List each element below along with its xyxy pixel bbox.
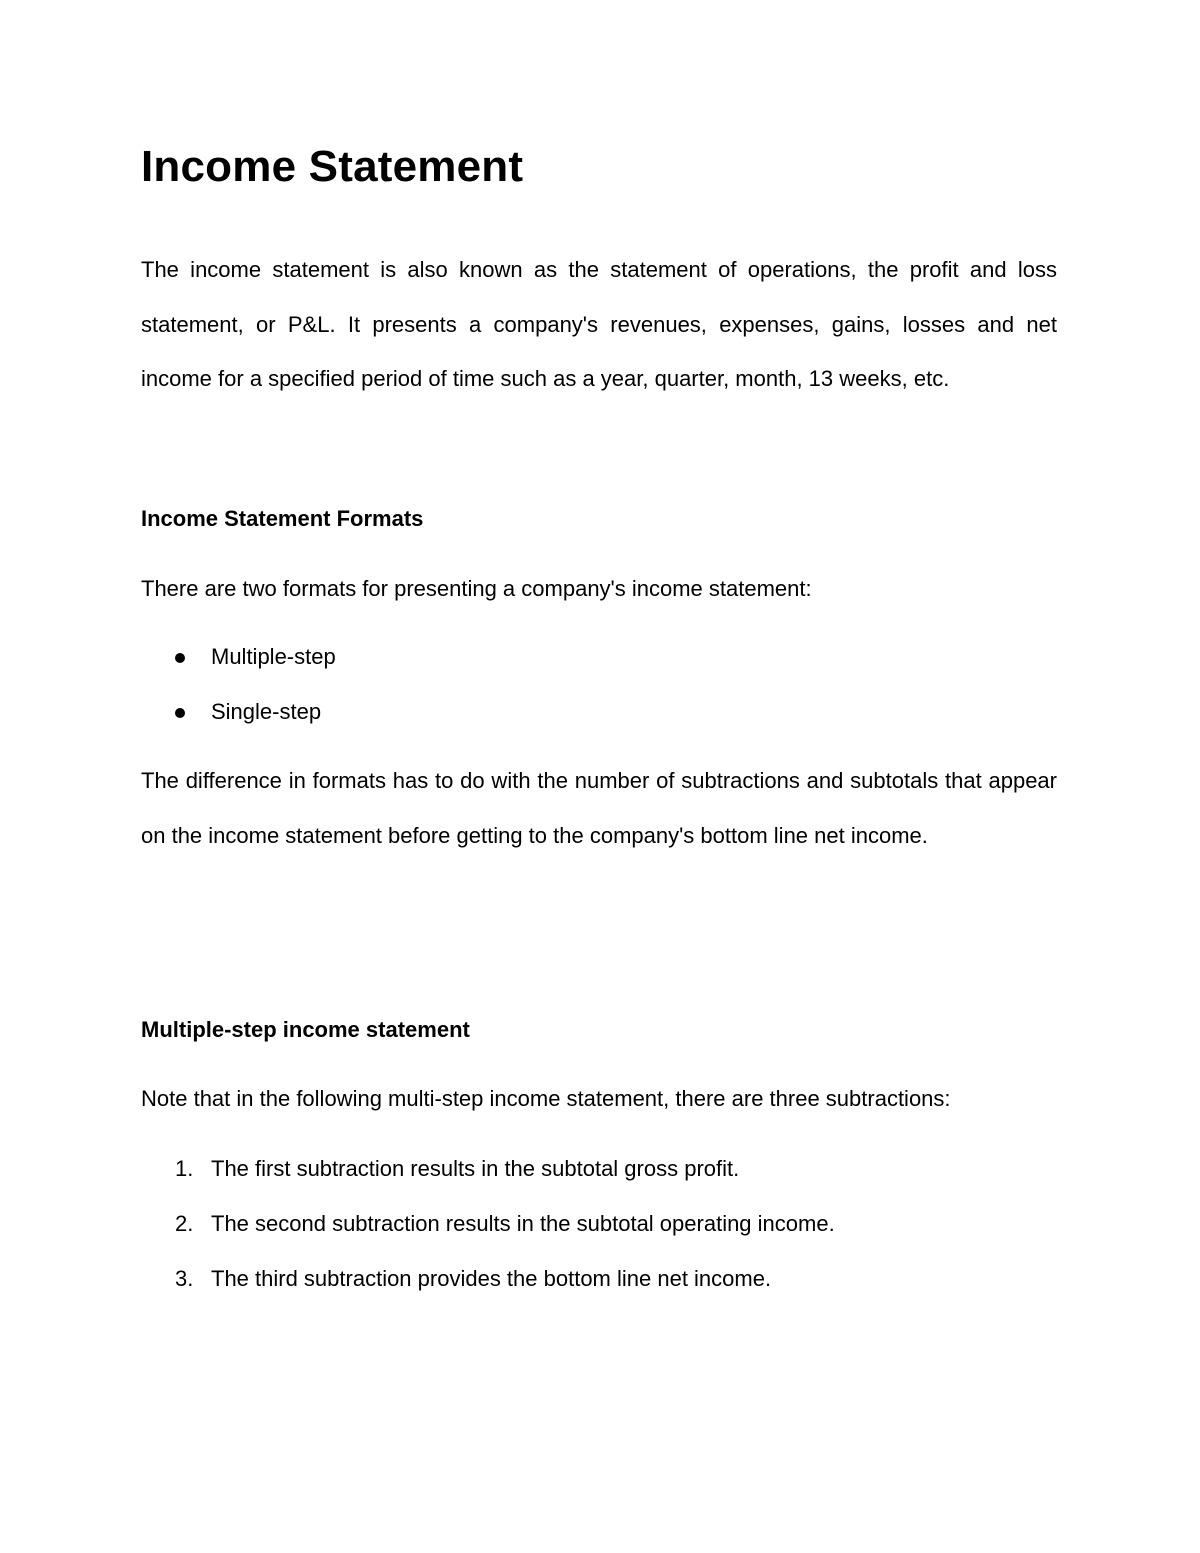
intro-paragraph: The income statement is also known as the statement of operations, the profit and loss statement, or P&L. It presents a company's revenues, expenses, gains, losses and net income for a specified period of time such as a year, quarter, month, 13 weeks, etc. bbox=[141, 257, 1057, 391]
list-item-text: The first subtraction results in the subtotal gross profit. bbox=[211, 1156, 740, 1181]
formats-intro-text: There are two formats for presenting a company's income statement: bbox=[141, 576, 812, 601]
list-item-text: Single-step bbox=[211, 699, 322, 724]
list-item-text: Multiple-step bbox=[211, 644, 336, 669]
list-item-number: 1. bbox=[175, 1156, 194, 1181]
list-item-text: The second subtraction results in the subtotal operating income. bbox=[211, 1211, 835, 1236]
multistep-intro-text: Note that in the following multi-step income statement, there are three subtractions: bbox=[141, 1086, 951, 1111]
list-item-text: The third subtraction provides the bottom line net income. bbox=[211, 1266, 772, 1291]
bullet-icon bbox=[175, 653, 185, 663]
difference-paragraph: The difference in formats has to do with the number of subtractions and subtotals that appear on the income statement before getting to the company's bottom line net income. bbox=[141, 768, 1057, 848]
list-item-number: 2. bbox=[175, 1211, 194, 1236]
multistep-heading: Multiple-step income statement bbox=[141, 1017, 470, 1042]
formats-heading: Income Statement Formats bbox=[141, 506, 424, 531]
document-title: Income Statement bbox=[141, 142, 524, 191]
list-item-number: 3. bbox=[175, 1266, 194, 1291]
bullet-icon bbox=[175, 708, 185, 718]
